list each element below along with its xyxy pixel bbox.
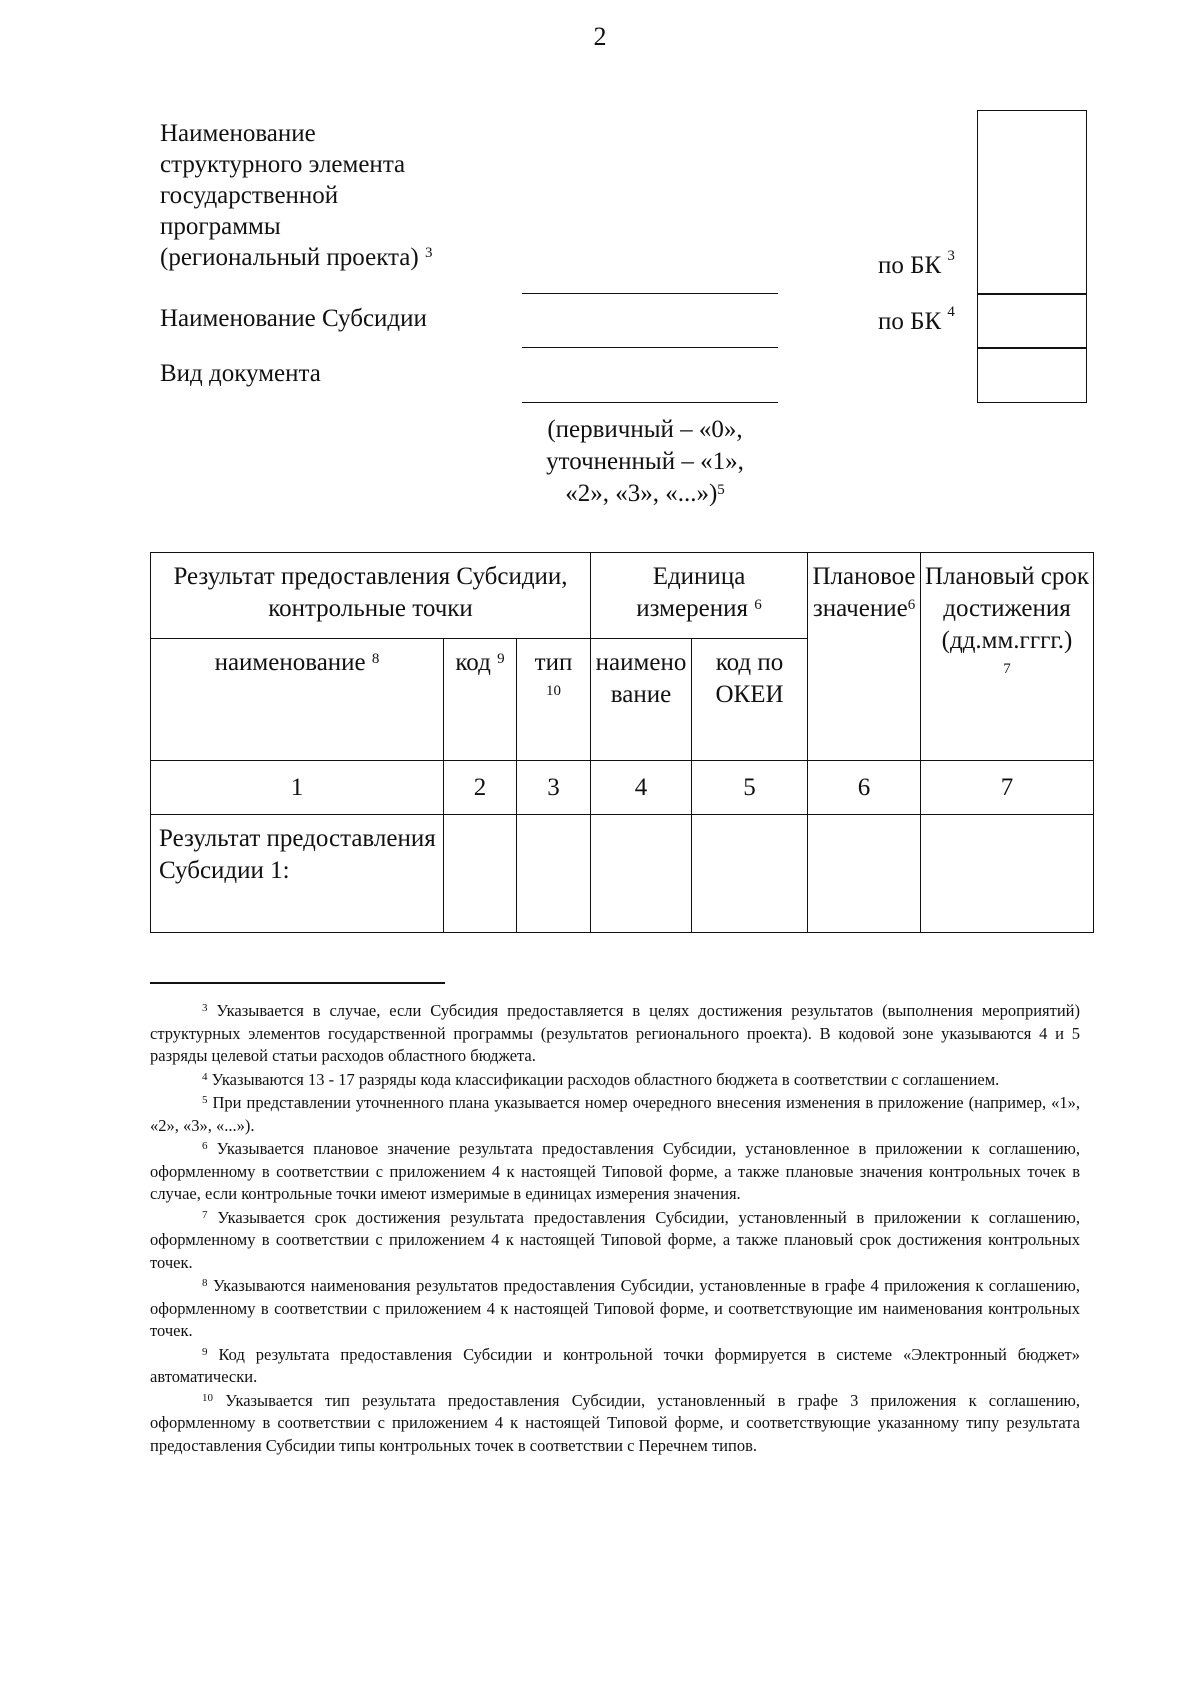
structural-element-line: Наименование	[160, 120, 316, 147]
footnote-9: $^9$ Код результата предоставления Субсидии и контрольной точки формируется в системе «Электронный бюджет» автоматически.	[150, 1344, 1081, 1386]
code-box-document-type[interactable]	[977, 347, 1087, 403]
footnote-5: $^5$ При представлении уточненного плана указывается номер очередного внесения изменения в приложение (например, «1», «2», «3», «...»).	[150, 1093, 1080, 1135]
document-type-hint: (первичный – «0», уточненный – «1», «2», «3», «...»)$^5$	[546, 416, 744, 507]
structural-element-line: (региональный проекта) $^3$	[160, 244, 433, 271]
footnotes	[150, 1000, 1080, 1458]
footnote-8: $^8$ Указываются наименования результатов предоставления Субсидии, установленные в графе 4 приложения к соглашению, оформленному в соответствии с приложением 4 к настоящей Типовой форме, и соответствующие им наименования контрольных точек.	[150, 1276, 1081, 1340]
structural-element-line: структурного элемента	[160, 151, 406, 178]
row-result-1-label: Результат предоставления Субсидии 1:	[151, 815, 444, 933]
subheader-type: тип $^{10}$	[517, 639, 591, 761]
structural-element-line: программы	[160, 213, 281, 240]
structural-element-field[interactable]	[522, 293, 778, 294]
column-number: 2	[444, 761, 517, 815]
structural-element-label	[160, 118, 540, 273]
header-planned-date: Плановый срок достижения (дд.мм.гггг.) $^7$	[921, 553, 1094, 761]
document-type-label: Вид документа	[160, 360, 321, 387]
subsidy-name-label: Наименование Субсидии	[160, 305, 427, 332]
header-result-group: Результат предоставления Субсидии, контрольные точки	[151, 553, 591, 639]
table-cell[interactable]	[808, 815, 921, 933]
page-number: 2	[593, 22, 607, 51]
table-cell[interactable]	[591, 815, 692, 933]
code-box-structural-element[interactable]	[977, 110, 1087, 295]
footnote-7: $^7$ Указывается срок достижения результата предоставления Субсидии, установленный в приложении к соглашению, оформленному в соответствии с приложением 4 к настоящей Типовой форме, а также плановый срок достижения контрольных точек.	[150, 1207, 1080, 1272]
header-planned-value: Плановое значение$^6$	[808, 553, 921, 761]
header-unit-group: Единица измерения $^6$	[591, 553, 808, 639]
column-number: 6	[808, 761, 921, 815]
column-number: 5	[692, 761, 808, 815]
table-cell[interactable]	[444, 815, 517, 933]
column-number: 7	[921, 761, 1094, 815]
footnote-ref: 3	[424, 245, 433, 261]
column-number: 1	[151, 761, 444, 815]
subheader-name: наименование $^8$	[151, 639, 444, 761]
footnote-10: $^{10}$ Указывается тип результата предоставления Субсидии, установленный в графе 3 приложения к соглашению, оформленному в соответствии с приложением 4 к настоящей Типовой форме, и соответствующие указанному типу результата предоставления Субсидии типы контрольных точек в соответствии с Перечнем типов.	[150, 1390, 1080, 1455]
bk-label-2: по БК $^4$	[878, 304, 955, 335]
table-cell[interactable]	[692, 815, 808, 933]
subheader-code: код $^9$	[444, 639, 517, 761]
table-cell[interactable]	[921, 815, 1094, 933]
footnote-separator	[150, 982, 445, 984]
code-box-bk[interactable]	[977, 293, 1087, 349]
table-cell[interactable]	[517, 815, 591, 933]
column-number: 3	[517, 761, 591, 815]
results-table	[150, 552, 1094, 933]
footnote-4: $^4$ Указываются 13 - 17 разряды кода классификации расходов областного бюджета в соответствии с соглашением.	[202, 1069, 1000, 1089]
subheader-unit-name: наименование	[591, 639, 692, 761]
bk-label-1: по БК $^3$	[878, 248, 955, 279]
subsidy-name-field[interactable]	[522, 347, 778, 348]
column-number: 4	[591, 761, 692, 815]
footnote-3: $^3$ Указывается в случае, если Субсидия предоставляется в целях достижения результатов (выполнения мероприятий) структурных элементов государственной программы (результатов регионального проекта). В кодовой зоне указываются 4 и 5 разряды целевой статьи расходов областного бюджета.	[150, 1001, 1080, 1065]
document-type-field[interactable]	[522, 402, 778, 403]
subheader-unit-okei: код по ОКЕИ	[692, 639, 808, 761]
footnote-6: $^6$ Указывается плановое значение результата предоставления Субсидии, установленное в приложении к соглашению, оформленному в соответствии с приложением 4 к настоящей Типовой форме, а также плановые значения контрольных точек в случае, если контрольные точки имеют измеримые в единицах измерения значения.	[150, 1139, 1080, 1203]
structural-element-line: государственной	[160, 182, 339, 209]
